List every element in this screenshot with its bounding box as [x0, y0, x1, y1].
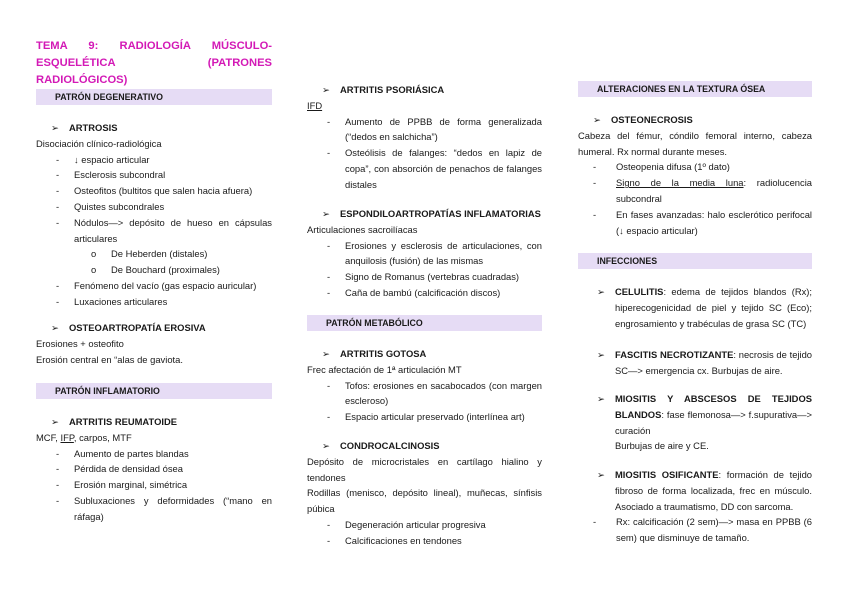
rx-item: - Rx: calcificación (2 sem)—> masa en PPBB (6 sem) que disminuye de tamaño. [578, 514, 812, 546]
artrosis-intro: Disociación clínico-radiológica [36, 137, 162, 149]
osificante-block [578, 467, 812, 546]
artrosis-block [36, 120, 272, 310]
list-item: - Esclerosis subcondral [36, 167, 272, 183]
artrosis-heading: ➢ ARTROSIS [36, 120, 272, 136]
section-band-degenerativo: PATRÓN DEGENERATIVO [36, 89, 272, 105]
page-title: TEMA 9: RADIOLOGÍA MÚSCULO-ESQUELÉTICA (PATRONES RADIOLÓGICOS) [36, 40, 272, 86]
arrow-bullet-icon: ➢ [51, 122, 59, 133]
reumatoide-intro: MCF, IFP, carpos, MTF [36, 431, 132, 443]
psoriasica-block [307, 82, 542, 193]
osteonecrosis-block [578, 112, 812, 238]
section-band-infecciones: INFECCIONES [578, 253, 812, 269]
condro-block [307, 438, 542, 549]
gotosa-intro: Frec afectación de 1ª articulación MT [307, 363, 462, 375]
celulitis-block [578, 284, 812, 331]
arrow-bullet-icon: ➢ [597, 469, 605, 480]
ifd-label: IFD [307, 99, 323, 111]
list-item: - Pérdida de densidad ósea [36, 461, 272, 477]
espondilo-heading: ➢ ESPONDILOARTROPATÍAS INFLAMATORIAS [307, 206, 542, 222]
list-item: - Tofos: erosiones en sacabocados (con margen escleroso) [307, 378, 542, 410]
sub-list-item: o De Bouchard (proximales) [36, 262, 272, 278]
section-band-metabolico: PATRÓN METABÓLICO [307, 315, 542, 331]
list-item: - Osteopenia difusa (1º dato) [578, 159, 812, 175]
list-item: - En fases avanzadas: halo esclerótico perifocal (↓ espacio articular) [578, 207, 812, 239]
gotosa-block [307, 346, 542, 425]
condro-intro-2: Rodillas (menisco, depósito lineal), muñecas, sínfisis púbica [307, 487, 542, 515]
arrow-bullet-icon: ➢ [322, 208, 330, 219]
celulitis-item: ➢ CELULITIS: edema de tejidos blandos (Rx); hiperecogenicidad de piel y tejido SC (Eco); engrosamiento y trabéculas de grasa SC (TC) [597, 286, 812, 329]
arrow-bullet-icon: ➢ [597, 349, 605, 360]
list-item: - Signo de la media luna: radiolucencia subcondral [578, 175, 812, 207]
sub-list-item: o De Heberden (distales) [36, 246, 272, 262]
arrow-bullet-icon: ➢ [322, 84, 330, 95]
arrow-bullet-icon: ➢ [597, 393, 605, 404]
fascitis-item: ➢ FASCITIS NECROTIZANTE: necrosis de tejido SC—> emergencia cx. Burbujas de aire. [597, 349, 813, 376]
list-item: - Erosión marginal, simétrica [36, 477, 272, 493]
condro-intro-1: Depósito de microcristales en cartílago hialino y tendones [307, 455, 542, 483]
miositis-line2: Burbujas de aire y CE. [615, 440, 709, 452]
arrow-bullet-icon: ➢ [597, 286, 605, 297]
condro-heading: ➢ CONDROCALCINOSIS [307, 438, 542, 454]
list-item: - ↓ espacio articular [36, 152, 272, 168]
list-item: - Signo de Romanus (vertebras cuadradas) [307, 269, 542, 285]
miositis-block [578, 391, 812, 454]
espondilo-intro: Articulaciones sacroilíacas [307, 223, 418, 235]
list-item: - Degeneración articular progresiva [307, 517, 542, 533]
list-item: - Nódulos—> depósito de hueso en cápsulas articulares [36, 215, 272, 247]
osteonecrosis-heading: ➢ OSTEONECROSIS [578, 112, 812, 128]
arrow-bullet-icon: ➢ [593, 114, 601, 125]
list-item: - Osteofitos (bultitos que salen hacia afuera) [36, 183, 272, 199]
list-item: - Calcificaciones en tendones [307, 533, 542, 549]
list-item: - Caña de bambú (calcificación discos) [307, 285, 542, 301]
miositis-item: ➢ MIOSITIS Y ABSCESOS DE TEJIDOS BLANDOS: fase flemonosa—> f.supurativa—> curación [597, 393, 812, 436]
section-band-textura: ALTERACIONES EN LA TEXTURA ÓSEA [578, 81, 812, 97]
list-item: - Luxaciones articulares [36, 294, 272, 310]
list-item: - Espacio articular preservado (interlínea art) [307, 409, 542, 425]
text-line: Erosiones + osteofito [36, 337, 124, 349]
arrow-bullet-icon: ➢ [51, 416, 59, 427]
list-item: - Aumento de partes blandas [36, 446, 272, 462]
erosiva-heading: ➢ OSTEOARTROPATÍA EROSIVA [36, 320, 272, 336]
osificante-item: ➢ MIOSITIS OSIFICANTE: formación de tejido fibroso de forma localizada, frec en músculo. Asociado a traumatismo, DD con sarcoma. [597, 469, 813, 512]
espondilo-block [307, 206, 542, 301]
arrow-bullet-icon: ➢ [322, 348, 330, 359]
list-item: - Aumento de PPBB de forma generalizada (“dedos en salchicha”) [307, 114, 542, 146]
section-band-inflamatorio: PATRÓN INFLAMATORIO [36, 383, 272, 399]
text-line: Erosión central en “alas de gaviota. [36, 353, 183, 365]
osteonecrosis-intro: Cabeza del fémur, cóndilo femoral interno, cabeza humeral. Rx normal durante meses. [578, 129, 812, 157]
list-item: - Erosiones y esclerosis de articulaciones, con anquilosis (fusión) de las mismas [307, 238, 542, 270]
list-item: - Fenómeno del vacío (gas espacio auricular) [36, 278, 272, 294]
reumatoide-block [36, 414, 272, 525]
gotosa-heading: ➢ ARTRITIS GOTOSA [307, 346, 542, 362]
reumatoide-heading: ➢ ARTRITIS REUMATOIDE [36, 414, 272, 430]
list-item: - Osteólisis de falanges: “dedos en lapiz de copa”, con absorción de penachos de falanges distales [307, 145, 542, 192]
arrow-bullet-icon: ➢ [51, 322, 59, 333]
fascitis-block [578, 347, 812, 379]
psoriasica-heading: ➢ ARTRITIS PSORIÁSICA [307, 82, 542, 98]
list-item: - Subluxaciones y deformidades (“mano en ráfaga) [36, 493, 272, 525]
erosiva-block [36, 320, 272, 367]
list-item: - Quistes subcondrales [36, 199, 272, 215]
arrow-bullet-icon: ➢ [322, 440, 330, 451]
